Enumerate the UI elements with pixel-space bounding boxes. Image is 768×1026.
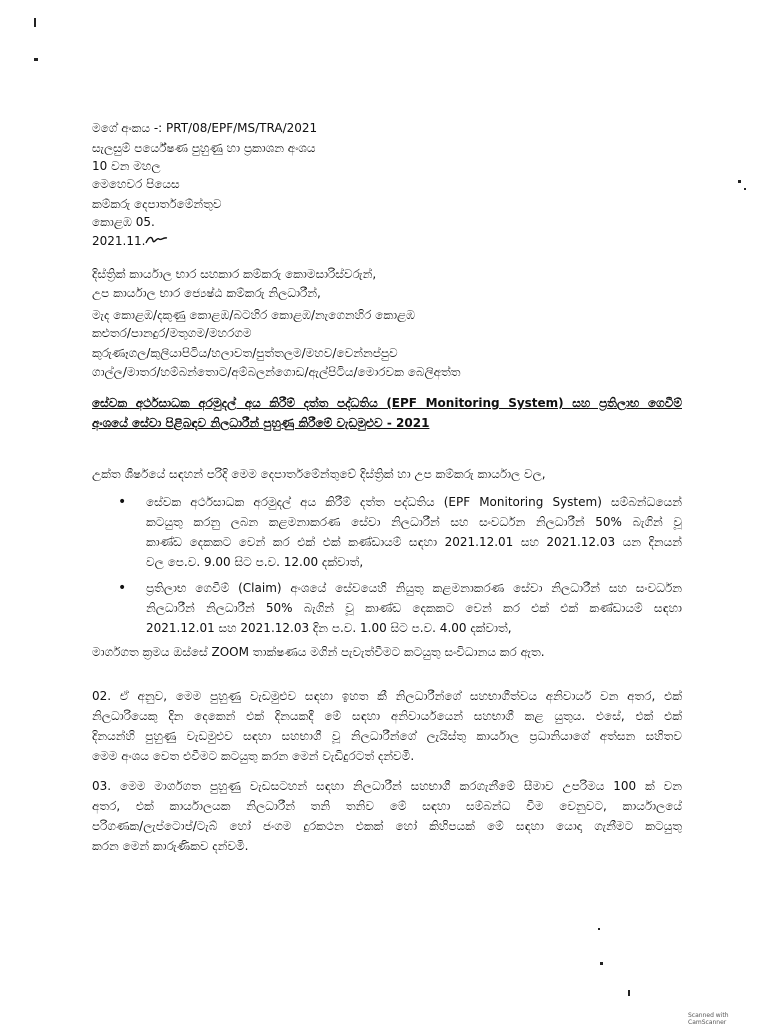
scan-speck [34,58,38,61]
bullet-line: කාණ්ඩ දෙකකට වෙන් කර එක් එක් කණ්ඩායම් සඳහා 2021.12.01 සහ 2021.12.03 යන දිනයන් [146,535,682,549]
address-line: 10 වන මහල [92,159,161,173]
scan-speck [34,18,36,27]
scanner-watermark: Scanned with CamScanner [688,1012,729,1026]
address-line: සැලසුම් පර්යේෂණ පුහුණු හා ප්‍රකාශන අංශය [92,141,316,155]
paragraph-line: අතර, එක් කාර්යාලයක නිලධාරීන් තනි තනිව මේ සඳහා සම්බන්ධ වීම වෙනුවට, කාර්යාලයේ [92,799,682,813]
letter-subject [92,393,682,433]
bullet-line: ප්‍රතිලාභ ගෙවීම් (Claim) අංශයේ සේවයෙහි නියුතු කළමනාකරණ සේවා නිලධාරීන් සහ සංවර්ධන [146,581,682,595]
letter-date-text: 2021.11. [92,234,146,248]
scan-speck [744,188,746,190]
recipient-line: උප කාර්යාල භාර ජ්‍යෙෂ්ඨ කම්කරු නිලධාරීන්, [92,286,321,300]
scan-speck [628,990,630,996]
bullet-marker: • [118,494,127,510]
paragraph-line: දිනයන්හි පුහුණු වැඩමුළුව සඳහා සහභාගී වූ නිලධාරීන්ගේ ලැයිස්තු කාර්යාල ප්‍රධානියාගේ අත්සන සහිතව [92,729,682,743]
paragraph-line: 03. මෙම මාර්ගගත පුහුණු වැඩසටහන් සඳහා නිලධාරීන් සහභාගී කරගැනීමේ සීමාව උපරිමය 100 ක් වන [92,779,682,793]
recipient-line: දිස්ත්‍රික් කාර්යාල භාර සහකාර කම්කරු කොමසාරිස්වරුන්, [92,267,377,281]
reference-number: මගේ අංකය -: PRT/08/EPF/MS/TRA/2021 [92,121,318,135]
bullet-item-claim [146,578,682,638]
bullet-marker: • [118,580,127,596]
paragraph-02 [92,686,682,766]
address-line: මෙහෙවර පියෙස [92,177,180,191]
recipient-line: කළුතර/පානදුර/මතුගම/මහරගම [92,326,252,340]
subject-line-2: අංශයේ සේවා පිළිබඳව නිලධාරීන් පුහුණු කිරීමේ වැඩමුළුව - 2021 [92,416,430,430]
paragraph-line: මෙම අංශය වෙත එවීමට කටයුතු කරන මෙන් වැඩිදුරටත් දන්වමි. [92,749,415,763]
intro-paragraph: උක්ත ශීර්ෂයේ සඳහන් පරිදි මෙම දෙපාර්තමේන්තුවේ දිස්ත්‍රික් හා උප කම්කරු කාර්යාල වල, [92,467,546,481]
paragraph-line: පරිගණක/ලැප්ටොප්/ටැබ් හෝ ජංගම දුරකථන එකක් හෝ කිහිපයක් මේ සඳහා යොදා ගැනීමට කටයුතු [92,819,682,833]
handwritten-day-mark [145,235,169,245]
bullet-item-epf [146,492,682,572]
letter-date [92,233,169,249]
scan-speck [600,962,603,965]
zoom-arrangement-line: මාර්ගගත ක්‍රමය ඔස්සේ ZOOM තාක්ෂණය මගින් පැවැත්වීමට කටයුතු සංවිධානය කර ඇත. [92,645,545,659]
bullet-line: කටයුතු කරනු ලබන කළමනාකරණ සේවා නිලධාරීන් සහ සංවර්ධන නිලධාරීන් 50% බැගින් වූ [146,515,682,529]
paragraph-line: 02. ඒ අනුව, මෙම පුහුණු වැඩමුළුව සඳහා ඉහත කී නිලධාරීන්ගේ සහභාගීත්වය අනිවාර්ය වන අතර, එක් [92,689,682,703]
paragraph-line: නිලධාරියෙකු දින දෙකෙන් එක් දිනයකදී මේ සඳහා අනිවාර්යයෙන් සහභාගී කළ යුතුය. එසේ, එක් එක් [92,709,682,723]
paragraph-03 [92,776,682,856]
bullet-line: වල පෙ.ව. 9.00 සිට ප.ව. 12.00 දක්වාත්, [146,555,364,569]
recipient-line: මැද කොළඹ/දකුණු කොළඹ/බටහිර කොළඹ/නැගෙනහිර කොළඹ [92,308,416,322]
bullet-line: නිලධාරීන් නිලධාරීන් 50% බැගින් වූ කාණ්ඩ දෙකකට වෙන් කර එක් එක් කණ්ඩායම් සඳහා [146,601,682,615]
scan-speck [598,928,600,930]
recipient-line: ගාල්ල/මාතර/හම්බන්තොට/අම්බලන්ගොඩ/ඇල්පිටිය/මොරවක බෙලිඅත්ත [92,365,461,379]
subject-line-1: සේවක අර්ථසාධක අරමුදල් අය කිරීම් දත්ත පද්ධතිය (EPF Monitoring System) සහ ප්‍රතිලාභ ගෙවීම් [92,396,682,410]
address-line: කම්කරු දෙපාර්තමේන්තුව [92,197,222,211]
scan-speck [738,180,741,183]
bullet-line: 2021.12.01 සහ 2021.12.03 දින ප.ව. 1.00 සිට ප.ව. 4.00 දක්වාත්, [146,621,512,635]
address-line: කොළඹ 05. [92,215,155,229]
bullet-line: සේවක අර්ථසාධක අරමුදල් අය කිරීම් දත්ත පද්ධතිය (EPF Monitoring System) සම්බන්ධයෙන් [146,495,682,509]
paragraph-line: කරන මෙන් කාරුණිකව දන්වමි. [92,839,249,853]
recipient-line: කුරුණෑගල/කුලියාපිටිය/හලාවත/පුත්තලම/මහව/වෙන්නප්පුව [92,346,398,360]
